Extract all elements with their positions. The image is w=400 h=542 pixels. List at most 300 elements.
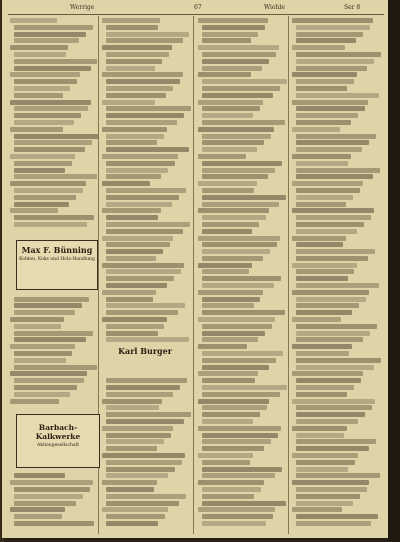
- illegible-text-line: [14, 147, 85, 152]
- illegible-text-line: [102, 45, 172, 50]
- illegible-text-line: [14, 501, 76, 506]
- advertisement-box: [16, 240, 98, 290]
- illegible-text-line: [10, 45, 68, 50]
- illegible-text-line: [296, 501, 353, 506]
- header-left: Werrige: [70, 4, 95, 11]
- illegible-text-line: [202, 331, 265, 336]
- illegible-text-line: [14, 93, 63, 98]
- illegible-text-line: [296, 392, 347, 397]
- illegible-text-line: [296, 324, 377, 329]
- illegible-text-line: [202, 351, 283, 356]
- illegible-text-line: [202, 446, 264, 451]
- illegible-text-line: [296, 467, 348, 472]
- illegible-text-line: [14, 324, 61, 329]
- illegible-text-line: [14, 134, 99, 139]
- illegible-text-line: [10, 72, 80, 77]
- illegible-text-line: [202, 66, 262, 71]
- illegible-text-line: [296, 79, 354, 84]
- illegible-text-line: [202, 473, 275, 478]
- illegible-text-line: [14, 86, 70, 91]
- illegible-text-line: [202, 147, 257, 152]
- illegible-text-line: [106, 303, 185, 308]
- illegible-text-line: [102, 100, 155, 105]
- illegible-text-line: [202, 32, 258, 37]
- illegible-text-line: [202, 283, 274, 288]
- illegible-text-line: [296, 215, 371, 220]
- illegible-text-line: [296, 412, 365, 417]
- ad-title: Karl Burger: [118, 346, 172, 356]
- illegible-text-line: [202, 113, 253, 118]
- illegible-text-line: [292, 181, 363, 186]
- illegible-text-line: [102, 480, 157, 485]
- illegible-text-line: [296, 283, 379, 288]
- illegible-text-line: [296, 249, 375, 254]
- illegible-text-line: [106, 494, 186, 499]
- illegible-text-line: [292, 426, 347, 431]
- illegible-text-line: [292, 154, 351, 159]
- advertisement-box: [16, 414, 100, 468]
- illegible-text-line: [202, 168, 275, 173]
- illegible-text-line: [106, 256, 156, 261]
- illegible-text-line: [106, 446, 157, 451]
- illegible-text-line: [296, 303, 359, 308]
- illegible-text-line: [292, 480, 369, 485]
- illegible-text-line: [106, 188, 186, 193]
- illegible-text-line: [296, 106, 365, 111]
- illegible-text-line: [106, 297, 153, 302]
- illegible-text-line: [198, 263, 252, 268]
- illegible-text-line: [296, 52, 381, 57]
- illegible-text-line: [198, 453, 253, 458]
- illegible-text-line: [14, 331, 93, 336]
- illegible-text-line: [296, 331, 370, 336]
- illegible-text-line: [202, 310, 285, 315]
- illegible-text-line: [198, 208, 269, 213]
- illegible-text-line: [14, 52, 66, 57]
- spacer: [10, 290, 96, 295]
- illegible-text-line: [10, 208, 58, 213]
- illegible-text-line: [296, 140, 369, 145]
- illegible-text-line: [292, 100, 368, 105]
- illegible-text-line: [106, 392, 173, 397]
- illegible-text-line: [296, 365, 374, 370]
- illegible-text-line: [14, 38, 79, 43]
- illegible-text-line: [296, 521, 371, 526]
- illegible-text-line: [14, 487, 90, 492]
- header-right: Wiehle: [264, 4, 285, 11]
- ad-title: Max F. Bünning: [21, 245, 93, 255]
- illegible-text-line: [106, 385, 180, 390]
- illegible-text-line: [102, 263, 184, 268]
- illegible-text-line: [14, 140, 92, 145]
- illegible-text-line: [202, 324, 272, 329]
- illegible-text-line: [296, 134, 376, 139]
- illegible-text-line: [202, 242, 277, 247]
- illegible-text-line: [198, 236, 280, 241]
- illegible-text-line: [10, 399, 59, 404]
- illegible-text-line: [198, 399, 269, 404]
- illegible-text-line: [14, 385, 77, 390]
- illegible-text-line: [202, 392, 280, 397]
- illegible-text-line: [202, 303, 254, 308]
- illegible-text-line: [296, 86, 347, 91]
- illegible-text-line: [198, 317, 275, 322]
- illegible-text-line: [202, 460, 250, 465]
- illegible-text-line: [296, 439, 376, 444]
- illegible-text-line: [102, 154, 178, 159]
- illegible-text-line: [106, 120, 177, 125]
- illegible-text-line: [106, 134, 164, 139]
- illegible-text-line: [296, 310, 352, 315]
- illegible-text-line: [296, 337, 363, 342]
- illegible-text-line: [102, 317, 167, 322]
- illegible-text-line: [292, 263, 357, 268]
- illegible-text-line: [296, 460, 355, 465]
- illegible-text-line: [296, 229, 357, 234]
- illegible-text-line: [14, 113, 81, 118]
- illegible-text-line: [14, 378, 84, 383]
- illegible-text-line: [14, 25, 93, 30]
- illegible-text-line: [14, 66, 91, 71]
- illegible-text-line: [106, 460, 182, 465]
- illegible-text-line: [202, 297, 260, 302]
- illegible-text-line: [106, 59, 162, 64]
- illegible-text-line: [292, 127, 340, 132]
- illegible-text-line: [202, 365, 269, 370]
- illegible-text-line: [14, 215, 94, 220]
- illegible-text-line: [292, 371, 363, 376]
- illegible-text-line: [198, 45, 279, 50]
- illegible-text-line: [106, 331, 158, 336]
- illegible-text-line: [14, 202, 69, 207]
- illegible-text-line: [296, 269, 354, 274]
- illegible-text-line: [102, 127, 167, 132]
- illegible-text-line: [296, 446, 369, 451]
- text-column-3: [198, 18, 284, 528]
- illegible-text-line: [198, 480, 264, 485]
- illegible-text-line: [106, 168, 168, 173]
- illegible-text-line: [292, 208, 374, 213]
- illegible-text-line: [296, 256, 368, 261]
- illegible-text-line: [102, 399, 162, 404]
- illegible-text-line: [14, 32, 86, 37]
- illegible-text-line: [102, 507, 168, 512]
- illegible-text-line: [102, 453, 185, 458]
- illegible-text-line: [106, 405, 159, 410]
- illegible-text-line: [202, 276, 281, 281]
- illegible-text-line: [292, 45, 345, 50]
- illegible-text-line: [106, 52, 169, 57]
- illegible-text-line: [106, 378, 187, 383]
- illegible-text-line: [292, 236, 346, 241]
- illegible-text-line: [198, 507, 275, 512]
- illegible-text-line: [296, 195, 353, 200]
- illegible-text-line: [202, 358, 276, 363]
- illegible-text-line: [296, 32, 363, 37]
- illegible-text-line: [14, 358, 66, 363]
- illegible-text-line: [106, 161, 175, 166]
- illegible-text-line: [14, 168, 65, 173]
- illegible-text-line: [106, 202, 172, 207]
- illegible-text-line: [292, 507, 342, 512]
- illegible-text-line: [198, 154, 246, 159]
- illegible-text-line: [106, 229, 183, 234]
- illegible-text-line: [202, 494, 254, 499]
- illegible-text-line: [296, 358, 381, 363]
- illegible-text-line: [296, 25, 370, 30]
- illegible-text-line: [202, 433, 278, 438]
- illegible-text-line: [106, 174, 161, 179]
- illegible-text-line: [202, 86, 280, 91]
- illegible-text-line: [102, 208, 161, 213]
- illegible-text-line: [296, 494, 360, 499]
- illegible-text-line: [102, 426, 173, 431]
- illegible-text-line: [198, 290, 263, 295]
- illegible-text-line: [14, 514, 62, 519]
- illegible-text-line: [296, 276, 348, 281]
- directory-page: [2, 0, 388, 538]
- illegible-text-line: [296, 168, 380, 173]
- illegible-text-line: [296, 433, 344, 438]
- illegible-text-line: [106, 38, 183, 43]
- illegible-text-line: [296, 405, 372, 410]
- illegible-text-line: [296, 473, 380, 478]
- illegible-text-line: [106, 25, 158, 30]
- header-page-ref: Ser 8: [344, 4, 361, 11]
- page-header: [8, 4, 384, 14]
- illegible-text-line: [106, 310, 178, 315]
- column-divider: [193, 16, 194, 534]
- spacer: [10, 229, 96, 234]
- illegible-text-line: [296, 120, 351, 125]
- illegible-text-line: [296, 66, 367, 71]
- text-column-4: [292, 18, 378, 528]
- illegible-text-line: [14, 195, 76, 200]
- illegible-text-line: [296, 222, 364, 227]
- illegible-text-line: [106, 276, 174, 281]
- illegible-text-line: [202, 229, 252, 234]
- illegible-text-line: [14, 174, 97, 179]
- illegible-text-line: [296, 93, 379, 98]
- text-column-2: [102, 18, 188, 528]
- illegible-text-line: [202, 134, 271, 139]
- illegible-text-line: [202, 140, 264, 145]
- illegible-text-line: [102, 72, 183, 77]
- illegible-text-line: [14, 337, 86, 342]
- illegible-text-line: [202, 249, 270, 254]
- illegible-text-line: [296, 147, 362, 152]
- ad-subtitle: Kohlen, Koks und Holz-Handlung: [19, 257, 95, 262]
- illegible-text-line: [202, 59, 269, 64]
- illegible-text-line: [102, 18, 160, 23]
- illegible-text-line: [10, 371, 87, 376]
- illegible-text-line: [106, 433, 171, 438]
- illegible-text-line: [198, 72, 251, 77]
- illegible-text-line: [296, 242, 343, 247]
- illegible-text-line: [106, 32, 189, 37]
- illegible-text-line: [14, 297, 89, 302]
- illegible-text-line: [106, 242, 170, 247]
- illegible-text-line: [106, 501, 179, 506]
- illegible-text-line: [14, 188, 83, 193]
- illegible-text-line: [296, 113, 358, 118]
- illegible-text-line: [106, 439, 164, 444]
- illegible-text-line: [106, 195, 179, 200]
- illegible-text-line: [202, 93, 273, 98]
- illegible-text-line: [202, 439, 271, 444]
- illegible-text-line: [296, 514, 378, 519]
- illegible-text-line: [106, 106, 191, 111]
- illegible-text-line: [292, 18, 373, 23]
- illegible-text-line: [296, 202, 346, 207]
- illegible-text-line: [106, 419, 184, 424]
- ad-subtitle: Aktiengesellschaft: [36, 443, 80, 448]
- illegible-text-line: [14, 120, 74, 125]
- illegible-text-line: [14, 392, 70, 397]
- illegible-text-line: [14, 365, 97, 370]
- illegible-text-line: [202, 188, 254, 193]
- illegible-text-line: [102, 290, 156, 295]
- illegible-text-line: [106, 249, 163, 254]
- illegible-text-line: [202, 215, 266, 220]
- illegible-text-line: [106, 412, 191, 417]
- illegible-text-line: [14, 161, 72, 166]
- illegible-text-line: [106, 222, 190, 227]
- illegible-text-line: [202, 256, 263, 261]
- illegible-text-line: [14, 79, 77, 84]
- illegible-text-line: [202, 222, 259, 227]
- illegible-text-line: [106, 113, 184, 118]
- illegible-text-line: [292, 317, 341, 322]
- illegible-text-line: [198, 426, 281, 431]
- illegible-text-line: [10, 507, 65, 512]
- illegible-text-line: [296, 174, 373, 179]
- illegible-text-line: [106, 215, 158, 220]
- illegible-text-line: [106, 337, 189, 342]
- illegible-text-line: [14, 106, 88, 111]
- illegible-text-line: [296, 297, 366, 302]
- illegible-text-line: [14, 222, 87, 227]
- illegible-text-line: [296, 385, 354, 390]
- illegible-text-line: [202, 120, 285, 125]
- illegible-text-line: [296, 487, 367, 492]
- advertisement-box: [106, 346, 184, 366]
- illegible-text-line: [106, 86, 173, 91]
- illegible-text-line: [106, 66, 155, 71]
- illegible-text-line: [202, 501, 286, 506]
- illegible-text-line: [296, 351, 349, 356]
- illegible-text-line: [202, 195, 286, 200]
- illegible-text-line: [292, 399, 375, 404]
- illegible-text-line: [106, 521, 158, 526]
- illegible-text-line: [202, 378, 255, 383]
- illegible-text-line: [106, 79, 180, 84]
- illegible-text-line: [296, 38, 356, 43]
- illegible-text-line: [202, 467, 282, 472]
- illegible-text-line: [198, 344, 247, 349]
- illegible-text-line: [202, 174, 268, 179]
- illegible-text-line: [106, 487, 154, 492]
- illegible-text-line: [296, 419, 358, 424]
- illegible-text-line: [10, 480, 93, 485]
- illegible-text-line: [14, 310, 75, 315]
- illegible-text-line: [202, 202, 279, 207]
- illegible-text-line: [202, 412, 260, 417]
- illegible-text-line: [14, 473, 65, 478]
- illegible-text-line: [106, 514, 165, 519]
- illegible-text-line: [202, 514, 273, 519]
- illegible-text-line: [202, 79, 287, 84]
- illegible-text-line: [106, 140, 157, 145]
- illegible-text-line: [14, 351, 72, 356]
- illegible-text-line: [292, 290, 369, 295]
- illegible-text-line: [10, 317, 64, 322]
- illegible-text-line: [102, 181, 150, 186]
- column-divider: [288, 16, 289, 534]
- illegible-text-line: [296, 188, 360, 193]
- illegible-text-line: [202, 52, 276, 57]
- illegible-text-line: [292, 72, 357, 77]
- illegible-text-line: [296, 59, 374, 64]
- illegible-text-line: [292, 453, 358, 458]
- illegible-text-line: [106, 93, 166, 98]
- illegible-text-line: [10, 181, 86, 186]
- header-rule: [8, 14, 384, 15]
- illegible-text-line: [198, 127, 274, 132]
- illegible-text-line: [10, 344, 75, 349]
- illegible-text-line: [202, 25, 265, 30]
- illegible-text-line: [202, 38, 251, 43]
- illegible-text-line: [102, 236, 173, 241]
- illegible-text-line: [202, 337, 258, 342]
- illegible-text-line: [14, 494, 83, 499]
- illegible-text-line: [106, 324, 164, 329]
- illegible-text-line: [202, 487, 261, 492]
- illegible-text-line: [10, 127, 63, 132]
- illegible-text-line: [202, 405, 267, 410]
- illegible-text-line: [202, 521, 266, 526]
- header-page-number: 67: [194, 4, 202, 11]
- illegible-text-line: [106, 283, 167, 288]
- illegible-text-line: [14, 59, 97, 64]
- illegible-text-line: [202, 385, 287, 390]
- illegible-text-line: [10, 18, 57, 23]
- ad-title: Barbach-Kalkwerke: [35, 423, 81, 441]
- illegible-text-line: [10, 154, 75, 159]
- illegible-text-line: [296, 161, 348, 166]
- illegible-text-line: [106, 467, 175, 472]
- illegible-text-line: [14, 521, 94, 526]
- illegible-text-line: [202, 161, 282, 166]
- illegible-text-line: [106, 473, 168, 478]
- book-edge: [388, 0, 400, 542]
- illegible-text-line: [198, 371, 258, 376]
- illegible-text-line: [10, 100, 91, 105]
- illegible-text-line: [296, 378, 361, 383]
- spacer: [102, 371, 188, 376]
- illegible-text-line: [198, 181, 257, 186]
- illegible-text-line: [202, 106, 260, 111]
- illegible-text-line: [292, 344, 352, 349]
- illegible-text-line: [198, 18, 268, 23]
- illegible-text-line: [202, 269, 249, 274]
- illegible-text-line: [198, 100, 263, 105]
- illegible-text-line: [14, 303, 82, 308]
- illegible-text-line: [106, 269, 181, 274]
- illegible-text-line: [106, 147, 189, 152]
- illegible-text-line: [202, 419, 253, 424]
- spacer: [10, 405, 96, 410]
